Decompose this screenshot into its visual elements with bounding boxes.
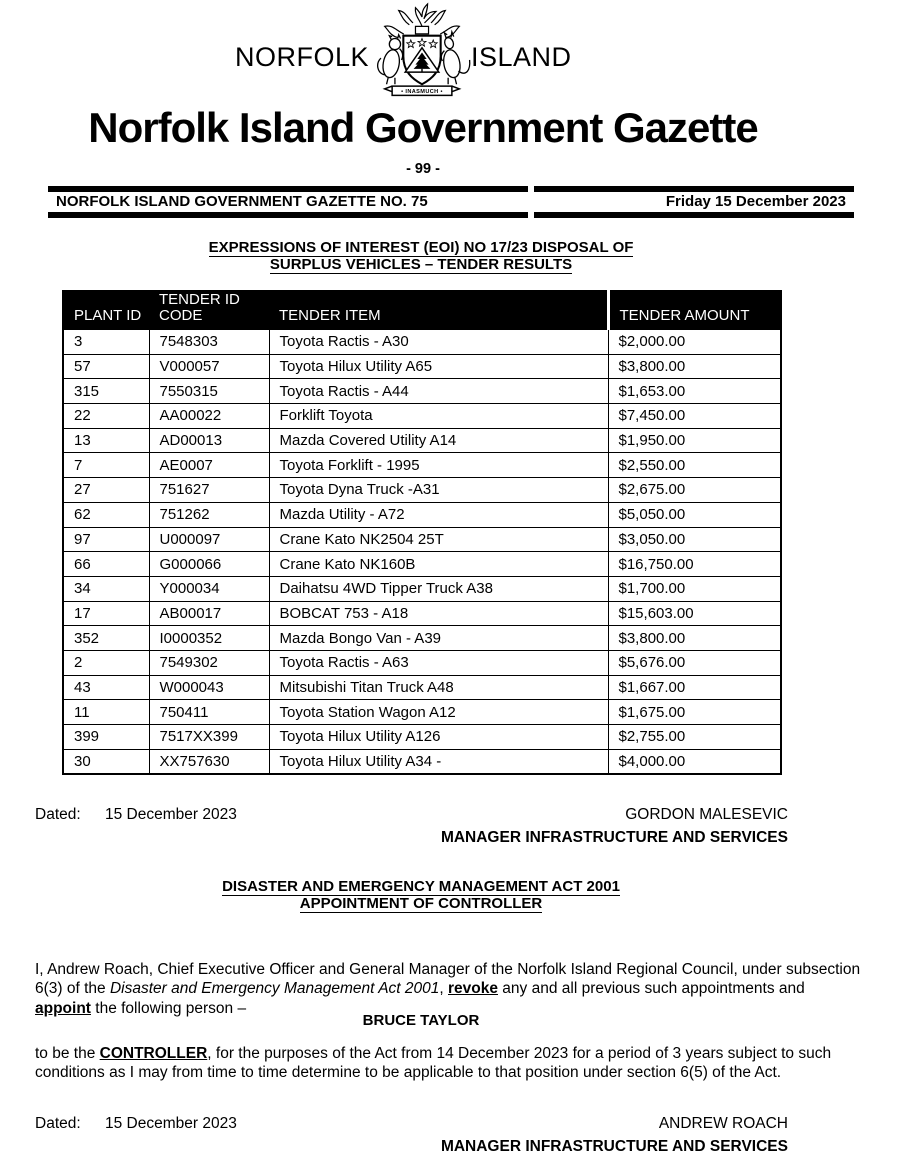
cell-tender-item: Daihatsu 4WD Tipper Truck A38 bbox=[269, 576, 608, 601]
column-header-tender-id-code: TENDER ID CODE bbox=[149, 291, 269, 330]
cell-tender-id-code: AE0007 bbox=[149, 453, 269, 478]
cell-plant-id: 7 bbox=[63, 453, 149, 478]
cell-tender-amount: $5,050.00 bbox=[608, 502, 781, 527]
cell-plant-id: 399 bbox=[63, 725, 149, 750]
cell-tender-id-code: AA00022 bbox=[149, 404, 269, 429]
issue-bar-gazette-number: NORFOLK ISLAND GOVERNMENT GAZETTE NO. 75 bbox=[48, 186, 528, 218]
cell-tender-id-code: V000057 bbox=[149, 354, 269, 379]
cell-tender-id-code: 7548303 bbox=[149, 330, 269, 355]
cell-tender-item: Mazda Utility - A72 bbox=[269, 502, 608, 527]
dated-value: 15 December 2023 bbox=[105, 1115, 237, 1132]
masthead-word-norfolk: NORFOLK bbox=[235, 42, 370, 72]
dated-value: 15 December 2023 bbox=[105, 806, 237, 823]
cell-plant-id: 43 bbox=[63, 675, 149, 700]
cell-tender-amount: $16,750.00 bbox=[608, 552, 781, 577]
cell-tender-item: Toyota Ractis - A44 bbox=[269, 379, 608, 404]
signature-block-eoi bbox=[35, 806, 788, 847]
appointee-name: BRUCE TAYLOR bbox=[362, 1012, 480, 1029]
table-row bbox=[63, 453, 781, 478]
dated-line bbox=[35, 806, 237, 824]
paragraph-line: 6(3) of the Disaster and Emergency Management Act 2001, revoke any and all previous such appointments and bbox=[35, 980, 805, 998]
cell-tender-id-code: 7550315 bbox=[149, 379, 269, 404]
cell-tender-id-code: AB00017 bbox=[149, 601, 269, 626]
table-row bbox=[63, 379, 781, 404]
cell-tender-id-code: G000066 bbox=[149, 552, 269, 577]
cell-tender-item: Toyota Dyna Truck -A31 bbox=[269, 478, 608, 503]
masthead-word-island: ISLAND bbox=[471, 42, 572, 72]
cell-plant-id: 13 bbox=[63, 428, 149, 453]
cell-tender-item: Toyota Ractis - A63 bbox=[269, 650, 608, 675]
kangaroo-supporter bbox=[441, 32, 469, 84]
cell-tender-id-code: Y000034 bbox=[149, 576, 269, 601]
cell-tender-item: Toyota Ractis - A30 bbox=[269, 330, 608, 355]
cell-tender-id-code: 751627 bbox=[149, 478, 269, 503]
cell-plant-id: 30 bbox=[63, 749, 149, 774]
issue-bar bbox=[48, 186, 854, 218]
cell-plant-id: 62 bbox=[63, 502, 149, 527]
table-row bbox=[63, 552, 781, 577]
cell-plant-id: 27 bbox=[63, 478, 149, 503]
table-row bbox=[63, 725, 781, 750]
cell-tender-item: Crane Kato NK2504 25T bbox=[269, 527, 608, 552]
cell-plant-id: 97 bbox=[63, 527, 149, 552]
cell-tender-amount: $15,603.00 bbox=[608, 601, 781, 626]
cell-tender-amount: $2,755.00 bbox=[608, 725, 781, 750]
cell-tender-amount: $3,050.00 bbox=[608, 527, 781, 552]
cell-tender-item: Toyota Hilux Utility A126 bbox=[269, 725, 608, 750]
signatory-title: MANAGER INFRASTRUCTURE AND SERVICES bbox=[440, 828, 788, 846]
cell-tender-item: Toyota Station Wagon A12 bbox=[269, 700, 608, 725]
gazette-title: Norfolk Island Government Gazette bbox=[88, 104, 758, 151]
issue-bar-date: Friday 15 December 2023 bbox=[534, 186, 854, 218]
paragraph-line: I, Andrew Roach, Chief Executive Officer and General Manager of the Norfolk Island Regional Council, under subsection bbox=[35, 961, 861, 978]
cell-tender-id-code: W000043 bbox=[149, 675, 269, 700]
table-row bbox=[63, 700, 781, 725]
tender-results-table bbox=[62, 290, 782, 775]
column-header-tender-amount: TENDER AMOUNT bbox=[608, 291, 781, 330]
eoi-heading-line-1: EXPRESSIONS OF INTEREST (EOI) NO 17/23 DISPOSAL OF bbox=[208, 239, 634, 256]
appointment-paragraph-2 bbox=[35, 1044, 831, 1083]
cell-tender-item: Crane Kato NK160B bbox=[269, 552, 608, 577]
table-row bbox=[63, 749, 781, 774]
cell-tender-amount: $2,000.00 bbox=[608, 330, 781, 355]
cell-plant-id: 66 bbox=[63, 552, 149, 577]
appointment-paragraph-1 bbox=[35, 960, 860, 1018]
cell-tender-amount: $3,800.00 bbox=[608, 626, 781, 651]
cell-plant-id: 34 bbox=[63, 576, 149, 601]
table-row bbox=[63, 354, 781, 379]
cell-tender-amount: $1,700.00 bbox=[608, 576, 781, 601]
cell-tender-item: Toyota Hilux Utility A34 - bbox=[269, 749, 608, 774]
table-row bbox=[63, 502, 781, 527]
cell-tender-amount: $1,950.00 bbox=[608, 428, 781, 453]
cell-tender-amount: $7,450.00 bbox=[608, 404, 781, 429]
table-row bbox=[63, 527, 781, 552]
cell-plant-id: 11 bbox=[63, 700, 149, 725]
cell-tender-item: Mazda Bongo Van - A39 bbox=[269, 626, 608, 651]
table-row bbox=[63, 478, 781, 503]
signatory-name: GORDON MALESEVIC bbox=[625, 806, 788, 823]
table-row bbox=[63, 601, 781, 626]
paragraph-line: appoint the following person – bbox=[35, 999, 247, 1017]
paragraph-line: conditions as I may from time to time determine to be applicable to that position under section 6(5) of the Act. bbox=[35, 1064, 782, 1082]
cell-tender-item: Forklift Toyota bbox=[269, 404, 608, 429]
cell-tender-amount: $3,800.00 bbox=[608, 354, 781, 379]
signatory-name: ANDREW ROACH bbox=[658, 1115, 788, 1132]
lion-supporter bbox=[378, 35, 403, 84]
cell-plant-id: 3 bbox=[63, 330, 149, 355]
act-heading-line-1: DISASTER AND EMERGENCY MANAGEMENT ACT 2001 bbox=[222, 878, 620, 895]
dated-line bbox=[35, 1115, 237, 1133]
cell-tender-amount: $4,000.00 bbox=[608, 749, 781, 774]
signatory-title: MANAGER INFRASTRUCTURE AND SERVICES bbox=[440, 1137, 788, 1155]
cell-tender-item: Mitsubishi Titan Truck A48 bbox=[269, 675, 608, 700]
signature-block-appointment bbox=[35, 1115, 788, 1156]
cell-tender-id-code: 750411 bbox=[149, 700, 269, 725]
cell-tender-id-code: U000097 bbox=[149, 527, 269, 552]
cell-tender-amount: $2,550.00 bbox=[608, 453, 781, 478]
paragraph-line: to be the CONTROLLER, for the purposes of the Act from 14 December 2023 for a period of 3 years subject to such bbox=[35, 1045, 832, 1062]
cell-tender-id-code: 751262 bbox=[149, 502, 269, 527]
dated-label: Dated: bbox=[35, 806, 81, 823]
cell-tender-id-code: 7549302 bbox=[149, 650, 269, 675]
cell-tender-item: Mazda Covered Utility A14 bbox=[269, 428, 608, 453]
table-row bbox=[63, 626, 781, 651]
page-number: - 99 - bbox=[406, 161, 440, 177]
cell-tender-item: Toyota Forklift - 1995 bbox=[269, 453, 608, 478]
cell-plant-id: 2 bbox=[63, 650, 149, 675]
column-header-tender-item: TENDER ITEM bbox=[269, 291, 608, 330]
table-row bbox=[63, 404, 781, 429]
dated-label: Dated: bbox=[35, 1115, 81, 1132]
cell-plant-id: 22 bbox=[63, 404, 149, 429]
cell-tender-item: BOBCAT 753 - A18 bbox=[269, 601, 608, 626]
table-row bbox=[63, 428, 781, 453]
mantling-left bbox=[385, 26, 404, 38]
appointment-section-heading bbox=[62, 878, 780, 912]
cell-tender-id-code: I0000352 bbox=[149, 626, 269, 651]
eoi-heading-line-2: SURPLUS VEHICLES – TENDER RESULTS bbox=[269, 256, 573, 273]
table-header-row bbox=[63, 291, 781, 330]
table-row bbox=[63, 675, 781, 700]
helm bbox=[415, 26, 428, 33]
eoi-section-heading bbox=[62, 239, 780, 273]
norfolk-island-coat-of-arms-icon bbox=[366, 2, 478, 103]
table-row bbox=[63, 330, 781, 355]
cell-plant-id: 352 bbox=[63, 626, 149, 651]
cell-plant-id: 17 bbox=[63, 601, 149, 626]
cell-tender-amount: $1,653.00 bbox=[608, 379, 781, 404]
cell-tender-id-code: AD00013 bbox=[149, 428, 269, 453]
table-row bbox=[63, 650, 781, 675]
cell-tender-item: Toyota Hilux Utility A65 bbox=[269, 354, 608, 379]
motto-text: • INASMUCH • bbox=[401, 89, 443, 96]
crest-foliage bbox=[415, 4, 436, 26]
cell-tender-amount: $2,675.00 bbox=[608, 478, 781, 503]
cell-plant-id: 57 bbox=[63, 354, 149, 379]
cell-tender-id-code: XX757630 bbox=[149, 749, 269, 774]
cell-tender-id-code: 7517XX399 bbox=[149, 725, 269, 750]
cell-tender-amount: $1,675.00 bbox=[608, 700, 781, 725]
table-row bbox=[63, 576, 781, 601]
cell-tender-amount: $1,667.00 bbox=[608, 675, 781, 700]
act-heading-line-2: APPOINTMENT OF CONTROLLER bbox=[299, 895, 543, 912]
cell-plant-id: 315 bbox=[63, 379, 149, 404]
cell-tender-amount: $5,676.00 bbox=[608, 650, 781, 675]
column-header-plant-id: PLANT ID bbox=[63, 291, 149, 330]
